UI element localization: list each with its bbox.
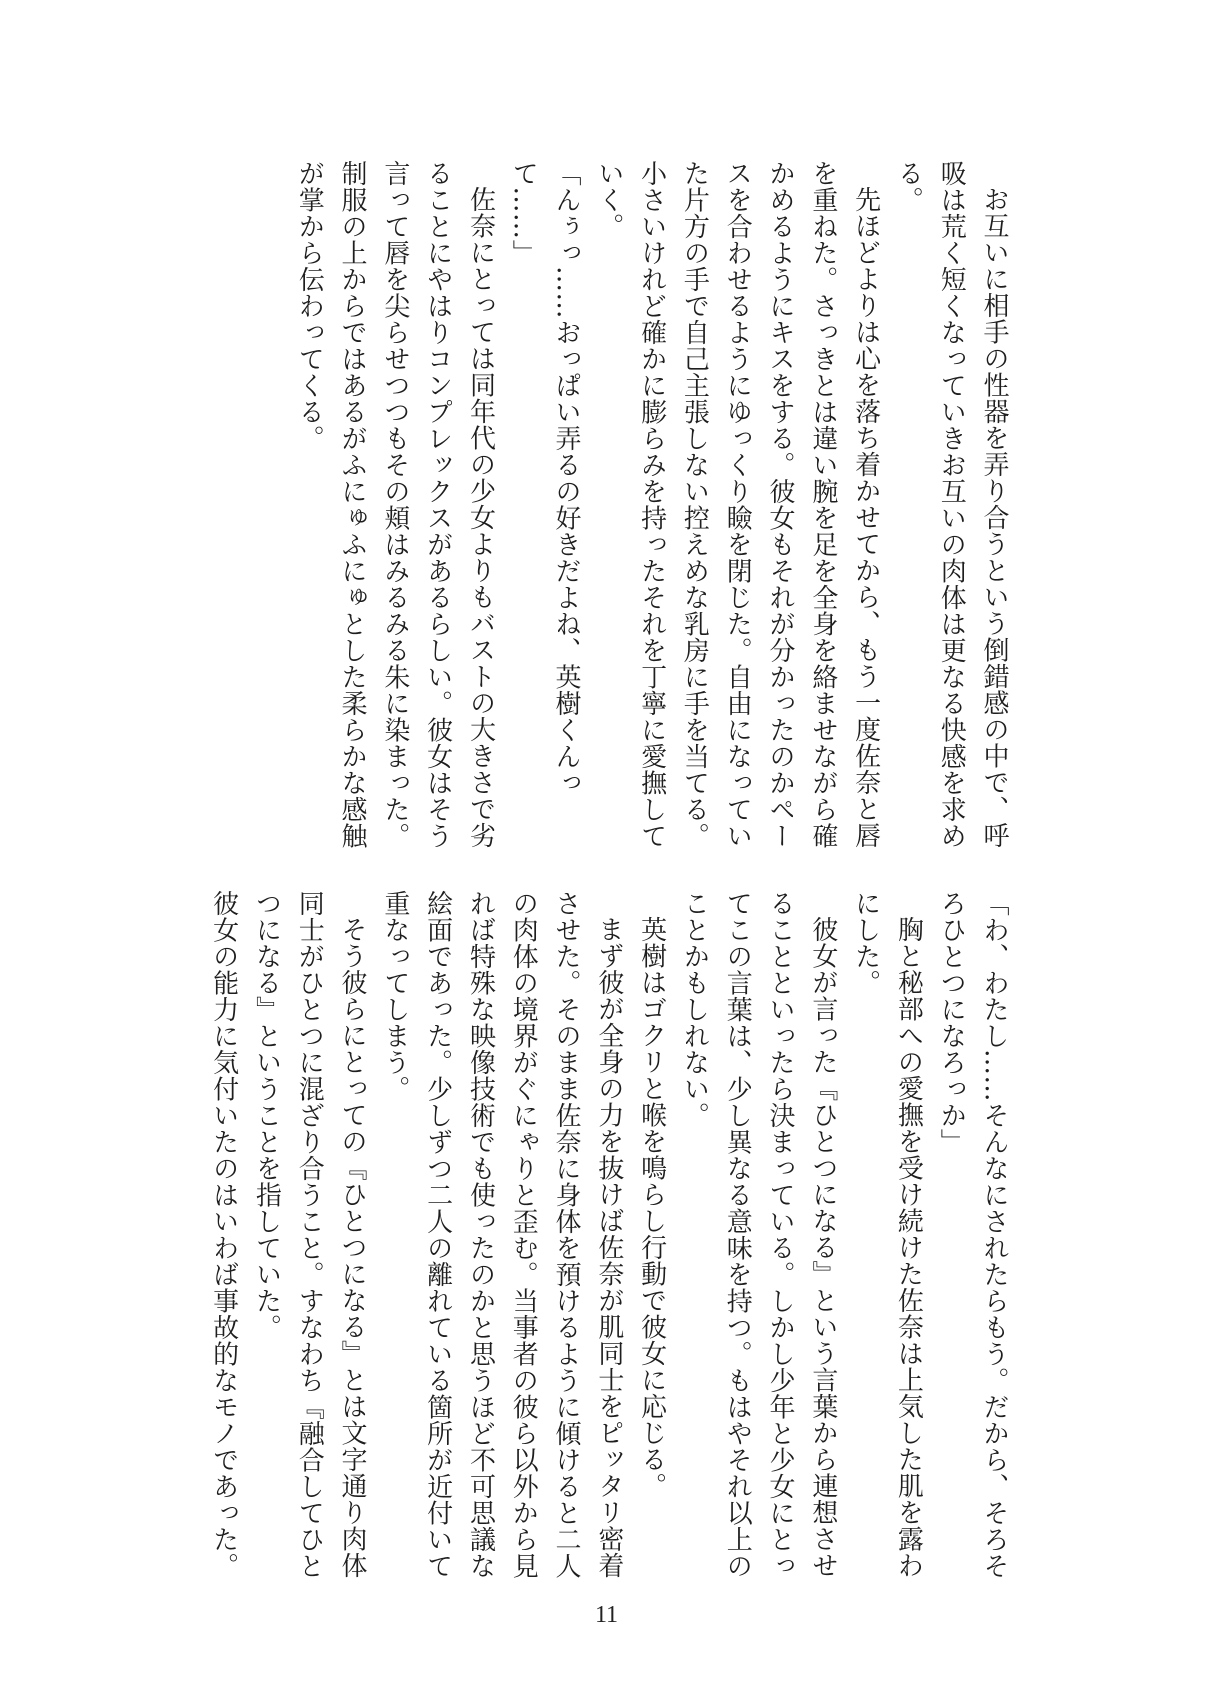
paragraph: 佐奈にとっては同年代の少女よりもバストの大きさで劣ることにやはりコンプレックスがあるらしい。彼女はそう言って唇を尖らせつつもその頬はみるみる朱に染まった。制服の上からではあるがふにゅふにゅとした柔らかな感触が掌から伝わってくる。 bbox=[294, 160, 496, 849]
paragraph: 胸と秘部への愛撫を受け続けた佐奈は上気した肌を露わにした。 bbox=[850, 890, 924, 1579]
paragraph: お互いに相手の性器を弄り合うという倒錯感の中で、呼吸は荒く短くなっていきお互いの肉体は更なる快感を求める。 bbox=[893, 160, 1009, 849]
paragraph: まず彼が全身の力を抜けば佐奈が肌同士をピッタリ密着させた。そのまま佐奈に身体を預けるように傾けると二人の肉体の境界がぐにゃりと歪む。当事者の彼ら以外から見れば特殊な映像技術でも使ったのかと思うほど不可思議な絵面であった。少しずつ二人の離れている箇所が近付いて重なってしまう。 bbox=[379, 890, 624, 1579]
paragraph: 先ほどよりは心を落ち着かせてから、もう一度佐奈と唇を重ねた。さっきとは違い腕を足を全身を絡ませながら確かめるようにキスをする。彼女もそれが分かったのかペースを合わせるようにゆっくり瞼を閉じた。自由になっていた片方の手で自己主張しない控えめな乳房に手を当てる。小さいけれど確かに膨らみを持ったそれを丁寧に愛撫していく。 bbox=[593, 160, 881, 849]
paragraph: 彼女の能力に気付いたのはいわば事故的なモノであった。 bbox=[208, 890, 239, 1579]
dialogue-line: 「んぅっ……おっぱい弄るの好きだよね、英樹くんって……」 bbox=[508, 160, 582, 796]
paragraph: 英樹はゴクリと喉を鳴らし行動で彼女に応じる。 bbox=[636, 916, 667, 1499]
text-block-lower bbox=[202, 890, 1015, 1580]
paragraph: そう彼らにとっての『ひとつになる』とは文字通り肉体同士がひとつに混ざり合うこと。すなわち『融合してひとつになる』ということを指していた。 bbox=[251, 890, 368, 1579]
text-block-upper bbox=[287, 160, 1015, 850]
page-number: 11 bbox=[594, 1602, 619, 1628]
paragraph: 彼女が言った『ひとつになる』という言葉から連想させることといったら決まっている。しかし少年と少女にとってこの言葉は、少し異なる意味を持つ。もはやそれ以上のことかもしれない。 bbox=[679, 890, 838, 1579]
dialogue-line: 「わ、わたし……そんなにされたらもう。だから、そろそろひとつになろっか」 bbox=[936, 890, 1009, 1579]
